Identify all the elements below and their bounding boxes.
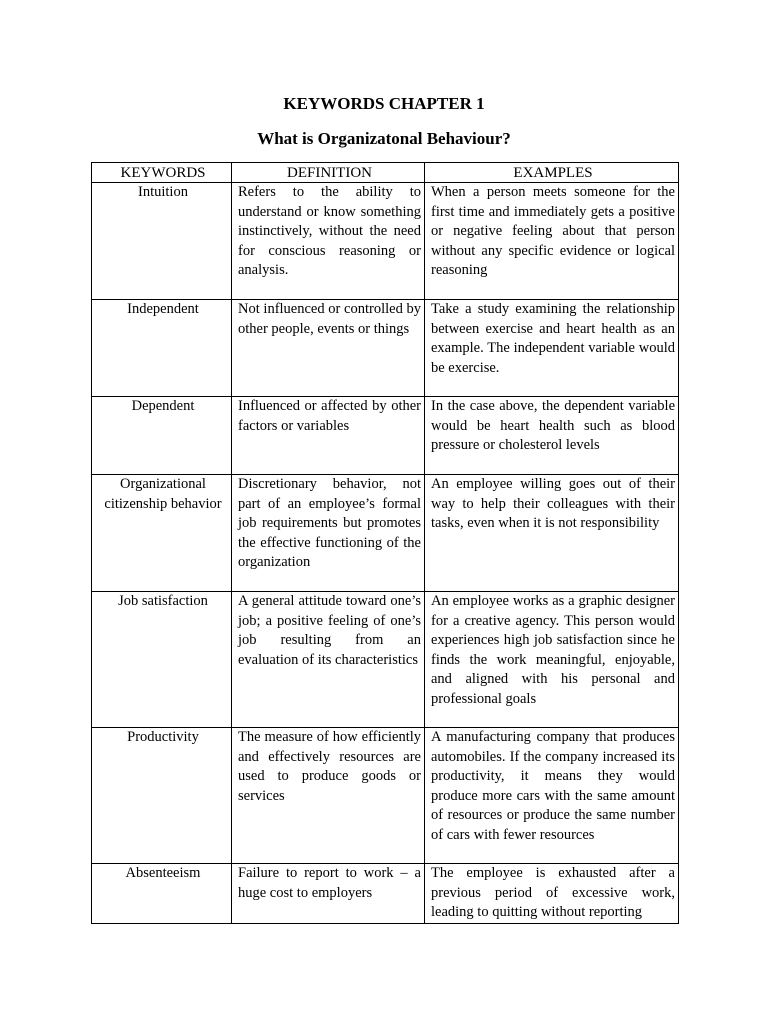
keyword-cell: Organizational citizenship behavior <box>92 475 232 592</box>
table-row <box>92 183 679 300</box>
keyword-cell: Independent <box>92 300 232 397</box>
keyword-cell: Dependent <box>92 397 232 475</box>
table-header <box>92 163 679 183</box>
example-cell: The employee is exhausted after a previous period of excessive work, leading to quitting without reporting <box>425 864 679 924</box>
table-row <box>92 728 679 864</box>
definition-cell: Not influenced or controlled by other people, events or things <box>232 300 425 397</box>
keyword-cell: Absenteeism <box>92 864 232 924</box>
definition-cell: Discretionary behavior, not part of an employee’s formal job requirements but promotes the effective functioning of the organization <box>232 475 425 592</box>
table-row <box>92 864 679 924</box>
definition-cell: Refers to the ability to understand or know something instinctively, without the need for conscious reasoning or analysis. <box>232 183 425 300</box>
keyword-cell: Job satisfaction <box>92 592 232 728</box>
example-cell: When a person meets someone for the first time and immediately gets a positive or negative feeling about that person without any specific evidence or logical reasoning <box>425 183 679 300</box>
example-cell: An employee works as a graphic designer for a creative agency. This person would experiences high job satisfaction since he finds the work meaningful, enjoyable, and aligned with his personal and professional goals <box>425 592 679 728</box>
document-title: KEYWORDS CHAPTER 1 <box>283 94 485 113</box>
example-cell: In the case above, the dependent variable would be heart health such as blood pressure or cholesterol levels <box>425 397 679 475</box>
example-cell: Take a study examining the relationship between exercise and heart health as an example. The independent variable would be exercise. <box>425 300 679 397</box>
header-definition: DEFINITION <box>232 163 425 183</box>
example-cell: An employee willing goes out of their way to help their colleagues with their tasks, even when it is not responsibility <box>425 475 679 592</box>
definition-cell: Failure to report to work – a huge cost to employers <box>232 864 425 924</box>
definition-cell: A general attitude toward one’s job; a positive feeling of one’s job resulting from an evaluation of its characteristics <box>232 592 425 728</box>
document-subtitle: What is Organizatonal Behaviour? <box>257 129 511 148</box>
definition-cell: The measure of how efficiently and effectively resources are used to produce goods or services <box>232 728 425 864</box>
example-cell: A manufacturing company that produces automobiles. If the company increased its productivity, it means they would produce more cars with the same amount of resources or produce the same number of cars with fewer resources <box>425 728 679 864</box>
keyword-cell: Productivity <box>92 728 232 864</box>
definition-cell: Influenced or affected by other factors or variables <box>232 397 425 475</box>
table-row <box>92 397 679 475</box>
table-row <box>92 300 679 397</box>
keywords-table <box>91 162 679 924</box>
header-row <box>92 163 679 183</box>
table-row <box>92 475 679 592</box>
table-body <box>92 183 679 924</box>
table-row <box>92 592 679 728</box>
keyword-cell: Intuition <box>92 183 232 300</box>
header-keywords: KEYWORDS <box>92 163 232 183</box>
header-examples: EXAMPLES <box>425 163 679 183</box>
